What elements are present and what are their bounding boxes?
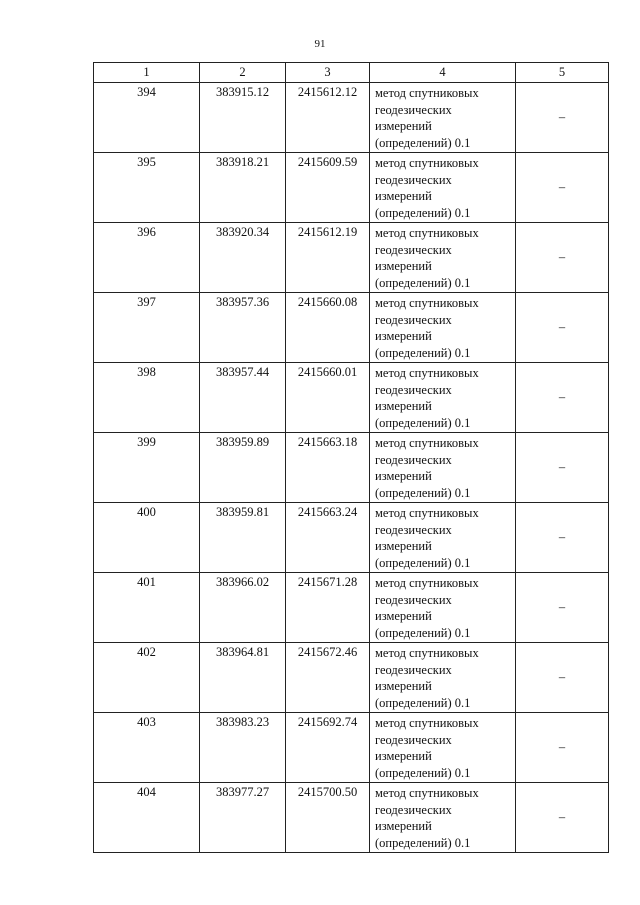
coordinate-x: 383977.27 bbox=[200, 783, 286, 853]
column-5-value: – bbox=[516, 573, 609, 643]
method-description bbox=[370, 363, 516, 433]
method-line: геодезических bbox=[375, 592, 452, 607]
method-line: геодезических bbox=[375, 382, 452, 397]
coordinate-y: 2415612.19 bbox=[286, 223, 370, 293]
table-row bbox=[94, 503, 609, 573]
point-number: 395 bbox=[94, 153, 200, 223]
method-description bbox=[370, 83, 516, 153]
method-line: геодезических bbox=[375, 732, 452, 747]
method-line: геодезических bbox=[375, 172, 452, 187]
method-line: метод спутниковых bbox=[375, 366, 479, 380]
method-line: геодезических bbox=[375, 802, 452, 817]
coordinate-x: 383966.02 bbox=[200, 573, 286, 643]
table-row bbox=[94, 573, 609, 643]
table-row bbox=[94, 363, 609, 433]
point-number: 399 bbox=[94, 433, 200, 503]
method-line: метод спутниковых bbox=[375, 506, 479, 520]
point-number: 401 bbox=[94, 573, 200, 643]
table-row bbox=[94, 293, 609, 363]
column-5-value: – bbox=[516, 293, 609, 363]
method-line: метод спутниковых bbox=[375, 786, 479, 800]
table-row bbox=[94, 433, 609, 503]
method-line: (определений) 0.1 bbox=[375, 765, 471, 780]
coordinate-y: 2415663.24 bbox=[286, 503, 370, 573]
method-line: измерений bbox=[375, 819, 432, 833]
method-description bbox=[370, 433, 516, 503]
point-number: 398 bbox=[94, 363, 200, 433]
coordinate-y: 2415609.59 bbox=[286, 153, 370, 223]
method-description bbox=[370, 573, 516, 643]
table-row bbox=[94, 83, 609, 153]
coordinate-x: 383957.36 bbox=[200, 293, 286, 363]
coordinate-y: 2415700.50 bbox=[286, 783, 370, 853]
table-row bbox=[94, 643, 609, 713]
method-line: измерений bbox=[375, 399, 432, 413]
point-number: 396 bbox=[94, 223, 200, 293]
coordinate-y: 2415672.46 bbox=[286, 643, 370, 713]
coordinate-x: 383964.81 bbox=[200, 643, 286, 713]
method-line: (определений) 0.1 bbox=[375, 135, 471, 150]
coordinates-table bbox=[93, 62, 609, 853]
method-description bbox=[370, 223, 516, 293]
coordinate-y: 2415663.18 bbox=[286, 433, 370, 503]
column-5-value: – bbox=[516, 363, 609, 433]
method-line: (определений) 0.1 bbox=[375, 485, 471, 500]
method-line: измерений bbox=[375, 189, 432, 203]
method-line: метод спутниковых bbox=[375, 156, 479, 170]
method-line: (определений) 0.1 bbox=[375, 625, 471, 640]
method-line: (определений) 0.1 bbox=[375, 275, 471, 290]
column-5-value: – bbox=[516, 643, 609, 713]
method-line: метод спутниковых bbox=[375, 226, 479, 240]
coordinate-x: 383959.81 bbox=[200, 503, 286, 573]
point-number: 397 bbox=[94, 293, 200, 363]
page-number: 91 bbox=[314, 38, 326, 50]
column-header-3: 3 bbox=[286, 63, 370, 83]
column-5-value: – bbox=[516, 433, 609, 503]
method-line: измерений bbox=[375, 119, 432, 133]
point-number: 400 bbox=[94, 503, 200, 573]
header-row bbox=[94, 63, 609, 83]
method-line: метод спутниковых bbox=[375, 716, 479, 730]
point-number: 404 bbox=[94, 783, 200, 853]
method-line: геодезических bbox=[375, 662, 452, 677]
method-line: измерений bbox=[375, 469, 432, 483]
method-line: измерений bbox=[375, 329, 432, 343]
column-5-value: – bbox=[516, 713, 609, 783]
column-5-value: – bbox=[516, 83, 609, 153]
column-header-1: 1 bbox=[94, 63, 200, 83]
table-header bbox=[94, 63, 609, 83]
method-description bbox=[370, 713, 516, 783]
column-5-value: – bbox=[516, 153, 609, 223]
table-body bbox=[94, 83, 609, 853]
method-description bbox=[370, 503, 516, 573]
method-line: геодезических bbox=[375, 312, 452, 327]
method-line: (определений) 0.1 bbox=[375, 415, 471, 430]
method-line: метод спутниковых bbox=[375, 646, 479, 660]
coordinate-x: 383983.23 bbox=[200, 713, 286, 783]
method-line: измерений bbox=[375, 609, 432, 623]
table-row bbox=[94, 153, 609, 223]
method-line: геодезических bbox=[375, 102, 452, 117]
coordinate-y: 2415692.74 bbox=[286, 713, 370, 783]
method-line: (определений) 0.1 bbox=[375, 345, 471, 360]
table-row bbox=[94, 783, 609, 853]
column-header-4: 4 bbox=[370, 63, 516, 83]
column-5-value: – bbox=[516, 783, 609, 853]
method-line: метод спутниковых bbox=[375, 86, 479, 100]
method-line: метод спутниковых bbox=[375, 436, 479, 450]
point-number: 403 bbox=[94, 713, 200, 783]
table-row bbox=[94, 713, 609, 783]
method-line: геодезических bbox=[375, 242, 452, 257]
coordinate-x: 383920.34 bbox=[200, 223, 286, 293]
column-header-5: 5 bbox=[516, 63, 609, 83]
method-line: (определений) 0.1 bbox=[375, 695, 471, 710]
method-line: измерений bbox=[375, 679, 432, 693]
column-5-value: – bbox=[516, 503, 609, 573]
method-line: измерений bbox=[375, 539, 432, 553]
column-5-value: – bbox=[516, 223, 609, 293]
coordinate-x: 383915.12 bbox=[200, 83, 286, 153]
method-line: метод спутниковых bbox=[375, 296, 479, 310]
table-row bbox=[94, 223, 609, 293]
method-line: измерений bbox=[375, 749, 432, 763]
method-description bbox=[370, 643, 516, 713]
method-line: геодезических bbox=[375, 522, 452, 537]
method-line: метод спутниковых bbox=[375, 576, 479, 590]
method-line: геодезических bbox=[375, 452, 452, 467]
method-line: (определений) 0.1 bbox=[375, 555, 471, 570]
coordinate-x: 383918.21 bbox=[200, 153, 286, 223]
point-number: 394 bbox=[94, 83, 200, 153]
coordinate-y: 2415660.01 bbox=[286, 363, 370, 433]
column-header-2: 2 bbox=[200, 63, 286, 83]
coordinate-x: 383959.89 bbox=[200, 433, 286, 503]
method-description bbox=[370, 293, 516, 363]
method-description bbox=[370, 153, 516, 223]
method-line: измерений bbox=[375, 259, 432, 273]
coordinate-y: 2415671.28 bbox=[286, 573, 370, 643]
coordinate-y: 2415612.12 bbox=[286, 83, 370, 153]
coordinate-y: 2415660.08 bbox=[286, 293, 370, 363]
method-line: (определений) 0.1 bbox=[375, 205, 471, 220]
coordinate-x: 383957.44 bbox=[200, 363, 286, 433]
method-description bbox=[370, 783, 516, 853]
point-number: 402 bbox=[94, 643, 200, 713]
method-line: (определений) 0.1 bbox=[375, 835, 471, 850]
